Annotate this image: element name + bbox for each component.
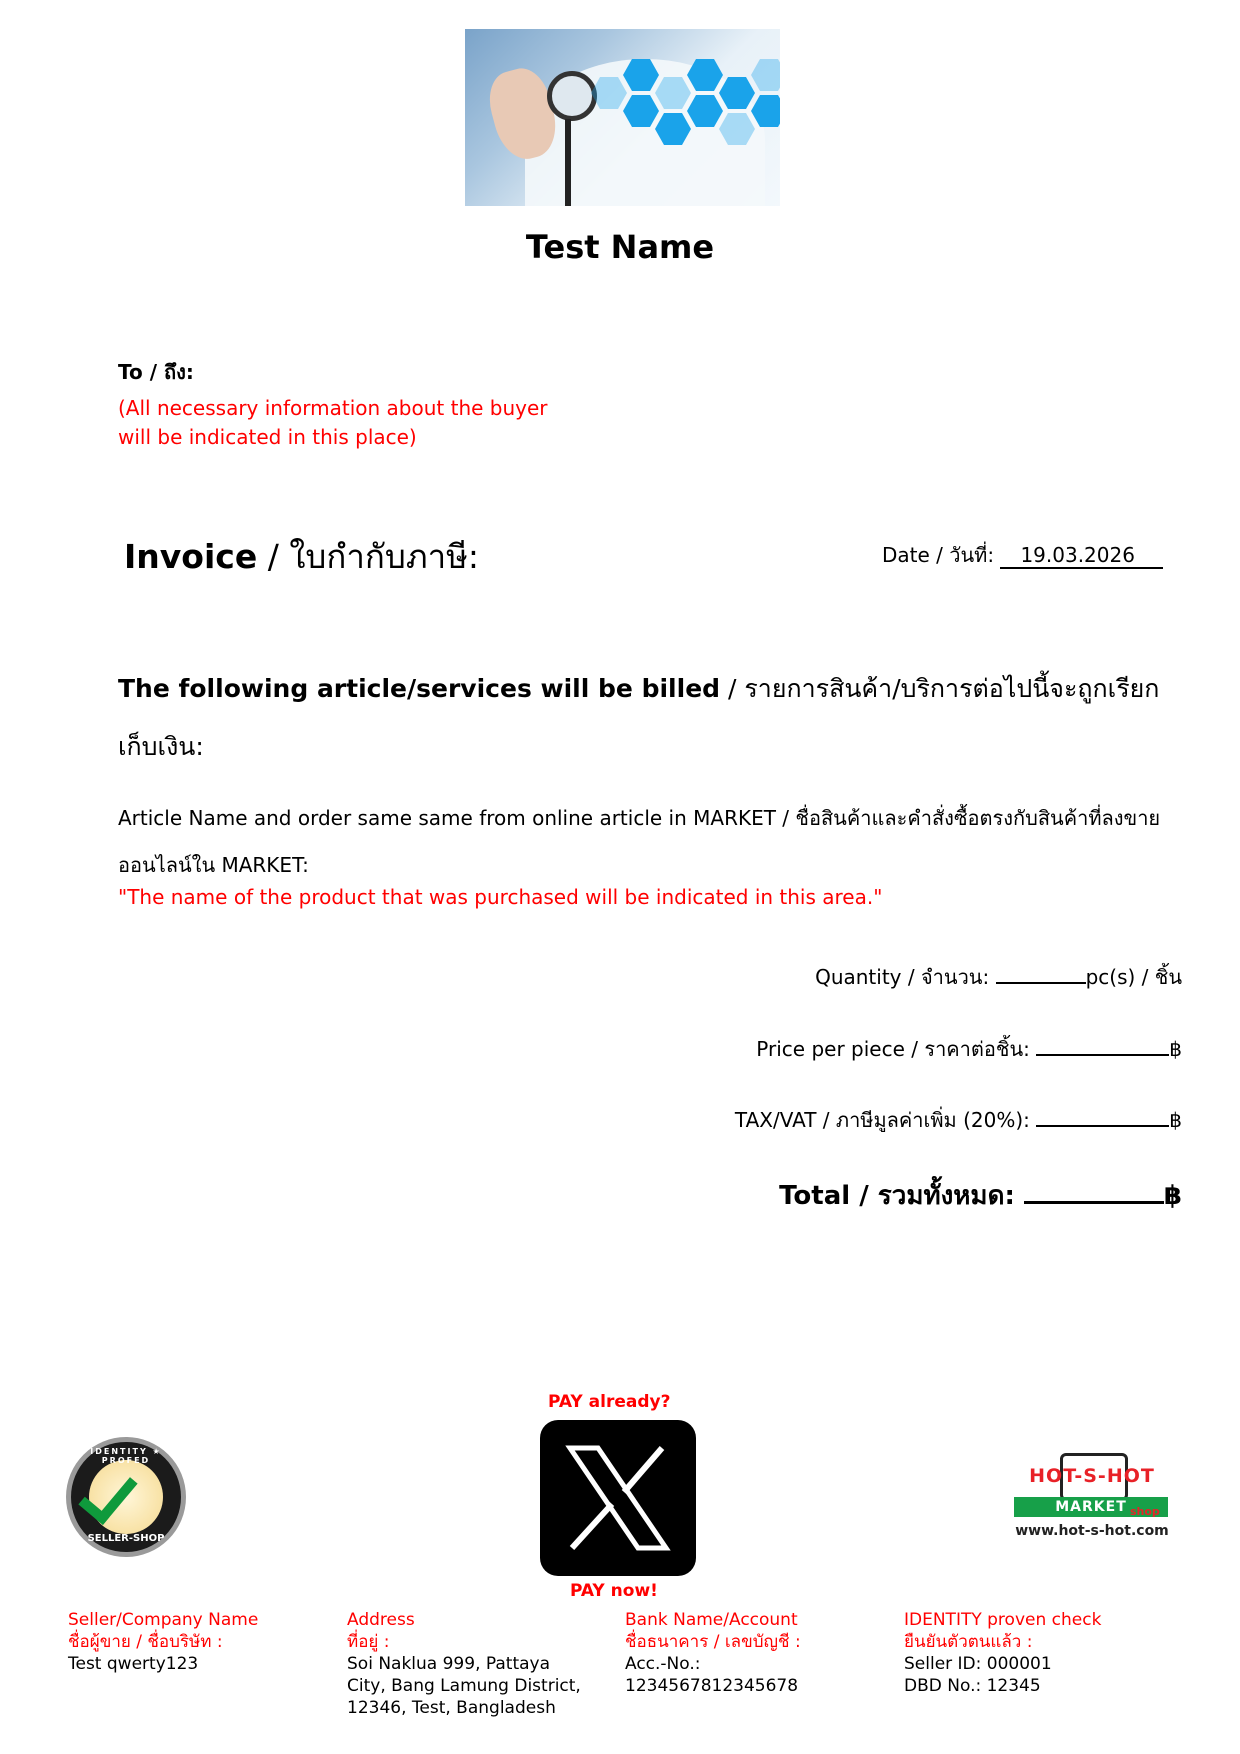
invoice-date: [882, 539, 1163, 571]
seller-name: Test qwerty123: [68, 1654, 199, 1674]
pay-already-label: PAY already?: [548, 1392, 671, 1412]
date-label: Date / วันที่:: [882, 543, 1001, 567]
column-heading-th: ที่อยู่ :: [347, 1632, 390, 1652]
price-row: [756, 1033, 1182, 1065]
column-heading-th: ชื่อผู้ขาย / ชื่อบริษัท :: [68, 1632, 223, 1652]
seller-id: Seller ID: 000001: [904, 1654, 1052, 1674]
column-heading-en: IDENTITY proven check: [904, 1610, 1102, 1630]
hotshot-shop: shop: [1130, 1505, 1160, 1518]
quantity-field[interactable]: [996, 981, 1086, 984]
column-heading-th: ยืนยันตัวตนแล้ว :: [904, 1632, 1033, 1652]
hotshot-url: www.hot-s-hot.com: [1015, 1523, 1169, 1539]
total-label-en: Total: [779, 1181, 851, 1211]
baht-symbol: ฿: [1163, 1181, 1182, 1211]
quantity-unit: pc(s) / ชิ้น: [1085, 965, 1182, 989]
stethoscope-icon: [547, 71, 597, 121]
recipient-note: [118, 394, 638, 452]
column-heading-en: Seller/Company Name: [68, 1610, 259, 1630]
tax-row: [735, 1104, 1182, 1136]
pay-now-label: PAY now!: [570, 1581, 658, 1601]
quantity-row: [815, 961, 1182, 993]
invoice-title-th: / ใบกำกับภาษี:: [257, 537, 479, 576]
address-line: Soi Naklua 999, Pattaya: [347, 1654, 551, 1674]
total-row: [779, 1175, 1182, 1216]
column-heading-en: Bank Name/Account: [625, 1610, 798, 1630]
billing-heading: [118, 660, 1198, 776]
recipient-note-line: (All necessary information about the buyer: [118, 396, 548, 420]
price-field[interactable]: [1036, 1053, 1169, 1056]
medkit-icon: [751, 59, 780, 91]
badge-bottom-text: SELLER-SHOP: [87, 1533, 165, 1544]
total-field[interactable]: [1024, 1200, 1164, 1204]
billing-heading-th: / รายการสินค้า/บริการต่อไปนี้จะถูกเรียกเก็บเงิน:: [118, 674, 1160, 761]
badge-top-text: IDENTITY ★ PROFED: [90, 1447, 162, 1465]
price-label: Price per piece / ราคาต่อชิ้น:: [756, 1037, 1037, 1061]
footer-identity-column: [904, 1609, 1101, 1697]
baht-symbol: ฿: [1169, 1037, 1182, 1061]
invoice-title-en: Invoice: [124, 537, 258, 576]
tax-field[interactable]: [1036, 1124, 1169, 1127]
hot-s-hot-market-logo: [1012, 1447, 1172, 1547]
quantity-label: Quantity / จำนวน:: [815, 965, 996, 989]
recipient-note-line: will be indicated in this place): [118, 425, 417, 449]
x-logo-icon[interactable]: [540, 1420, 696, 1576]
dbd-number: DBD No.: 12345: [904, 1676, 1041, 1696]
invoice-heading: [124, 530, 479, 583]
total-label-th: / รวมทั้งหมด:: [850, 1181, 1024, 1211]
identity-proofed-seller-badge: [66, 1437, 186, 1557]
account-number: 1234567812345678: [625, 1676, 799, 1696]
account-label: Acc.-No.:: [625, 1654, 701, 1674]
footer-address-column: [347, 1609, 581, 1719]
column-heading-en: Address: [347, 1610, 415, 1630]
date-value: 19.03.2026: [1000, 543, 1163, 569]
column-heading-th: ชื่อธนาคาร / เลขบัญชี :: [625, 1632, 801, 1652]
product-placeholder: "The name of the product that was purchased will be indicated in this area.": [118, 885, 883, 909]
footer-bank-column: [625, 1609, 801, 1697]
recipient-label: To / ถึง:: [118, 360, 194, 384]
address-line: 12346, Test, Bangladesh: [347, 1698, 556, 1718]
footer-seller-column: [68, 1609, 258, 1675]
baht-symbol: ฿: [1169, 1108, 1182, 1132]
page-title: Test Name: [525, 228, 715, 266]
article-description: Article Name and order same same from online article in MARKET / ชื่อสินค้าและคำสั่งซื้อตรงกับสินค้าที่ลงขายออนไลน์ใน MARKET:: [118, 806, 1161, 877]
hotshot-word: HOT-S-HOT: [1029, 1465, 1155, 1487]
hotshot-market: MARKET: [1014, 1497, 1168, 1517]
billing-heading-en: The following article/services will be billed: [118, 674, 721, 703]
tax-label: TAX/VAT / ภาษีมูลค่าเพิ่ม (20%):: [734, 1108, 1037, 1132]
address-line: City, Bang Lamung District,: [347, 1676, 581, 1696]
header-image: [465, 29, 780, 206]
